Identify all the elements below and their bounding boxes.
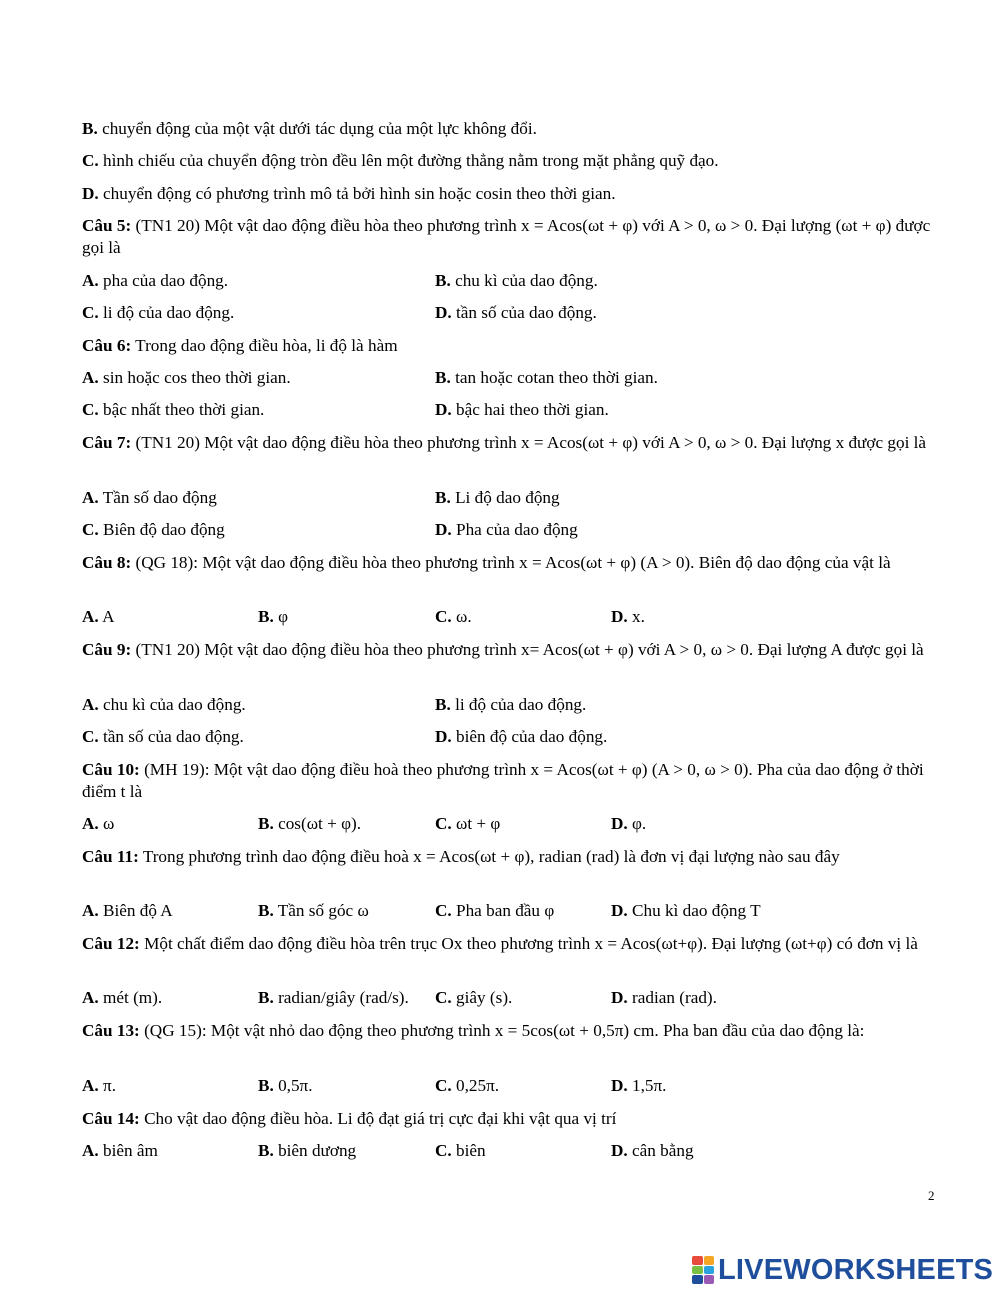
question-11: Câu 11: Trong phương trình dao động điều hoà x = Acos(ωt + φ), radian (rad) là đơn vị đại lượng nào sau đây (82, 847, 840, 866)
question-13-options (82, 1075, 942, 1097)
question-9: Câu 9: (TN1 20) Một vật dao động điều hòa theo phương trình x= Acos(ωt + φ) với A > 0, ω > 0. Đại lượng A được gọi là (82, 640, 924, 659)
question-11-options (82, 900, 942, 922)
question-5: Câu 5: (TN1 20) Một vật dao động điều hòa theo phương trình x = Acos(ωt + φ) với A > 0, ω > 0. Đại lượng (ωt + φ) được gọi là (82, 216, 931, 257)
q14-option-b[interactable]: B. biên dương (258, 1141, 357, 1160)
intro-option-d: D. chuyển động có phương trình mô tả bởi hình sin hoặc cosin theo thời gian. (82, 184, 616, 203)
q13-option-b[interactable]: B. 0,5π. (258, 1076, 313, 1095)
q9-option-a[interactable]: A. chu kì của dao động. (82, 695, 246, 714)
q12-option-c[interactable]: C. giây (s). (435, 988, 513, 1007)
q8-option-b[interactable]: B. φ (258, 607, 288, 626)
q12-option-b[interactable]: B. radian/giây (rad/s). (258, 988, 409, 1007)
q10-option-c[interactable]: C. ωt + φ (435, 814, 501, 833)
question-6-options-row1 (82, 367, 942, 389)
liveworksheets-logo-text: LIVEWORKSHEETS (718, 1253, 994, 1286)
page-number: 2 (928, 1188, 935, 1203)
q11-option-b[interactable]: B. Tần số góc ω (258, 901, 369, 920)
question-8-options (82, 606, 942, 628)
q9-option-c[interactable]: C. tần số của dao động. (82, 727, 244, 746)
question-14: Câu 14: Cho vật dao động điều hòa. Li độ đạt giá trị cực đại khi vật qua vị trí (82, 1109, 617, 1128)
q8-option-c[interactable]: C. ω. (435, 607, 472, 626)
liveworksheets-logo (692, 1254, 993, 1286)
q5-option-b[interactable]: B. chu kì của dao động. (435, 271, 598, 290)
question-10-options (82, 813, 942, 835)
q11-option-d[interactable]: D. Chu kì dao động T (611, 901, 761, 920)
q5-option-c[interactable]: C. li độ của dao động. (82, 303, 235, 322)
q14-option-d[interactable]: D. cân bằng (611, 1141, 694, 1160)
q5-option-d[interactable]: D. tần số của dao động. (435, 303, 597, 322)
q13-option-c[interactable]: C. 0,25π. (435, 1076, 500, 1095)
question-7-options-row2 (82, 519, 942, 541)
question-10: Câu 10: (MH 19): Một vật dao động điều hoà theo phương trình x = Acos(ωt + φ) (A > 0, ω > 0). Pha của dao động ở thời điểm t là (82, 760, 924, 801)
q6-option-d[interactable]: D. bậc hai theo thời gian. (435, 400, 609, 419)
question-12-options (82, 987, 942, 1009)
question-7: Câu 7: (TN1 20) Một vật dao động điều hòa theo phương trình x = Acos(ωt + φ) với A > 0, ω > 0. Đại lượng x được gọi là (82, 433, 927, 452)
q8-option-d[interactable]: D. x. (611, 607, 645, 626)
q14-option-a[interactable]: A. biên âm (82, 1141, 158, 1160)
q5-option-a[interactable]: A. pha của dao động. (82, 271, 229, 290)
q11-option-a[interactable]: A. Biên độ A (82, 901, 173, 920)
q6-option-a[interactable]: A. sin hoặc cos theo thời gian. (82, 368, 291, 387)
question-5-options-row2 (82, 302, 942, 324)
question-6: Câu 6: Trong dao động điều hòa, li độ là hàm (82, 336, 398, 355)
q14-option-c[interactable]: C. biên (435, 1141, 486, 1160)
question-14-options (82, 1140, 942, 1162)
q10-option-d[interactable]: D. φ. (611, 814, 647, 833)
q12-option-d[interactable]: D. radian (rad). (611, 988, 717, 1007)
question-9-options-row1 (82, 694, 942, 716)
q13-option-a[interactable]: A. π. (82, 1076, 116, 1095)
q9-option-b[interactable]: B. li độ của dao động. (435, 695, 587, 714)
q7-option-b[interactable]: B. Li độ dao động (435, 488, 560, 507)
q13-option-d[interactable]: D. 1,5π. (611, 1076, 667, 1095)
intro-option-c: C. hình chiếu của chuyển động tròn đều lên một đường thẳng nằm trong mặt phẳng quỹ đạo. (82, 151, 719, 170)
q10-option-a[interactable]: A. ω (82, 814, 115, 833)
question-6-options-row2 (82, 399, 942, 421)
q9-option-d[interactable]: D. biên độ của dao động. (435, 727, 608, 746)
q11-option-c[interactable]: C. Pha ban đầu φ (435, 901, 555, 920)
question-12: Câu 12: Một chất điểm dao động điều hòa trên trục Ox theo phương trình x = Acos(ωt+φ). Đại lượng (ωt+φ) có đơn vị là (82, 934, 918, 953)
question-7-options-row1 (82, 487, 942, 509)
q12-option-a[interactable]: A. mét (m). (82, 988, 163, 1007)
q7-option-a[interactable]: A. Tần số dao động (82, 488, 217, 507)
q10-option-b[interactable]: B. cos(ωt + φ). (258, 814, 362, 833)
liveworksheets-logo-icon (692, 1256, 714, 1284)
q7-option-c[interactable]: C. Biên độ dao động (82, 520, 225, 539)
q7-option-d[interactable]: D. Pha của dao động (435, 520, 578, 539)
question-13: Câu 13: (QG 15): Một vật nhỏ dao động theo phương trình x = 5cos(ωt + 0,5π) cm. Pha ban đầu của dao động là: (82, 1021, 865, 1040)
intro-option-b: B. chuyển động của một vật dưới tác dụng của một lực không đổi. (82, 119, 537, 138)
q6-option-c[interactable]: C. bậc nhất theo thời gian. (82, 400, 265, 419)
q6-option-b[interactable]: B. tan hoặc cotan theo thời gian. (435, 368, 658, 387)
q8-option-a[interactable]: A. A (82, 607, 115, 626)
question-5-options-row1 (82, 270, 942, 292)
question-9-options-row2 (82, 726, 942, 748)
question-8: Câu 8: (QG 18): Một vật dao động điều hòa theo phương trình x = Acos(ωt + φ) (A > 0). Biên độ dao động của vật là (82, 553, 891, 572)
